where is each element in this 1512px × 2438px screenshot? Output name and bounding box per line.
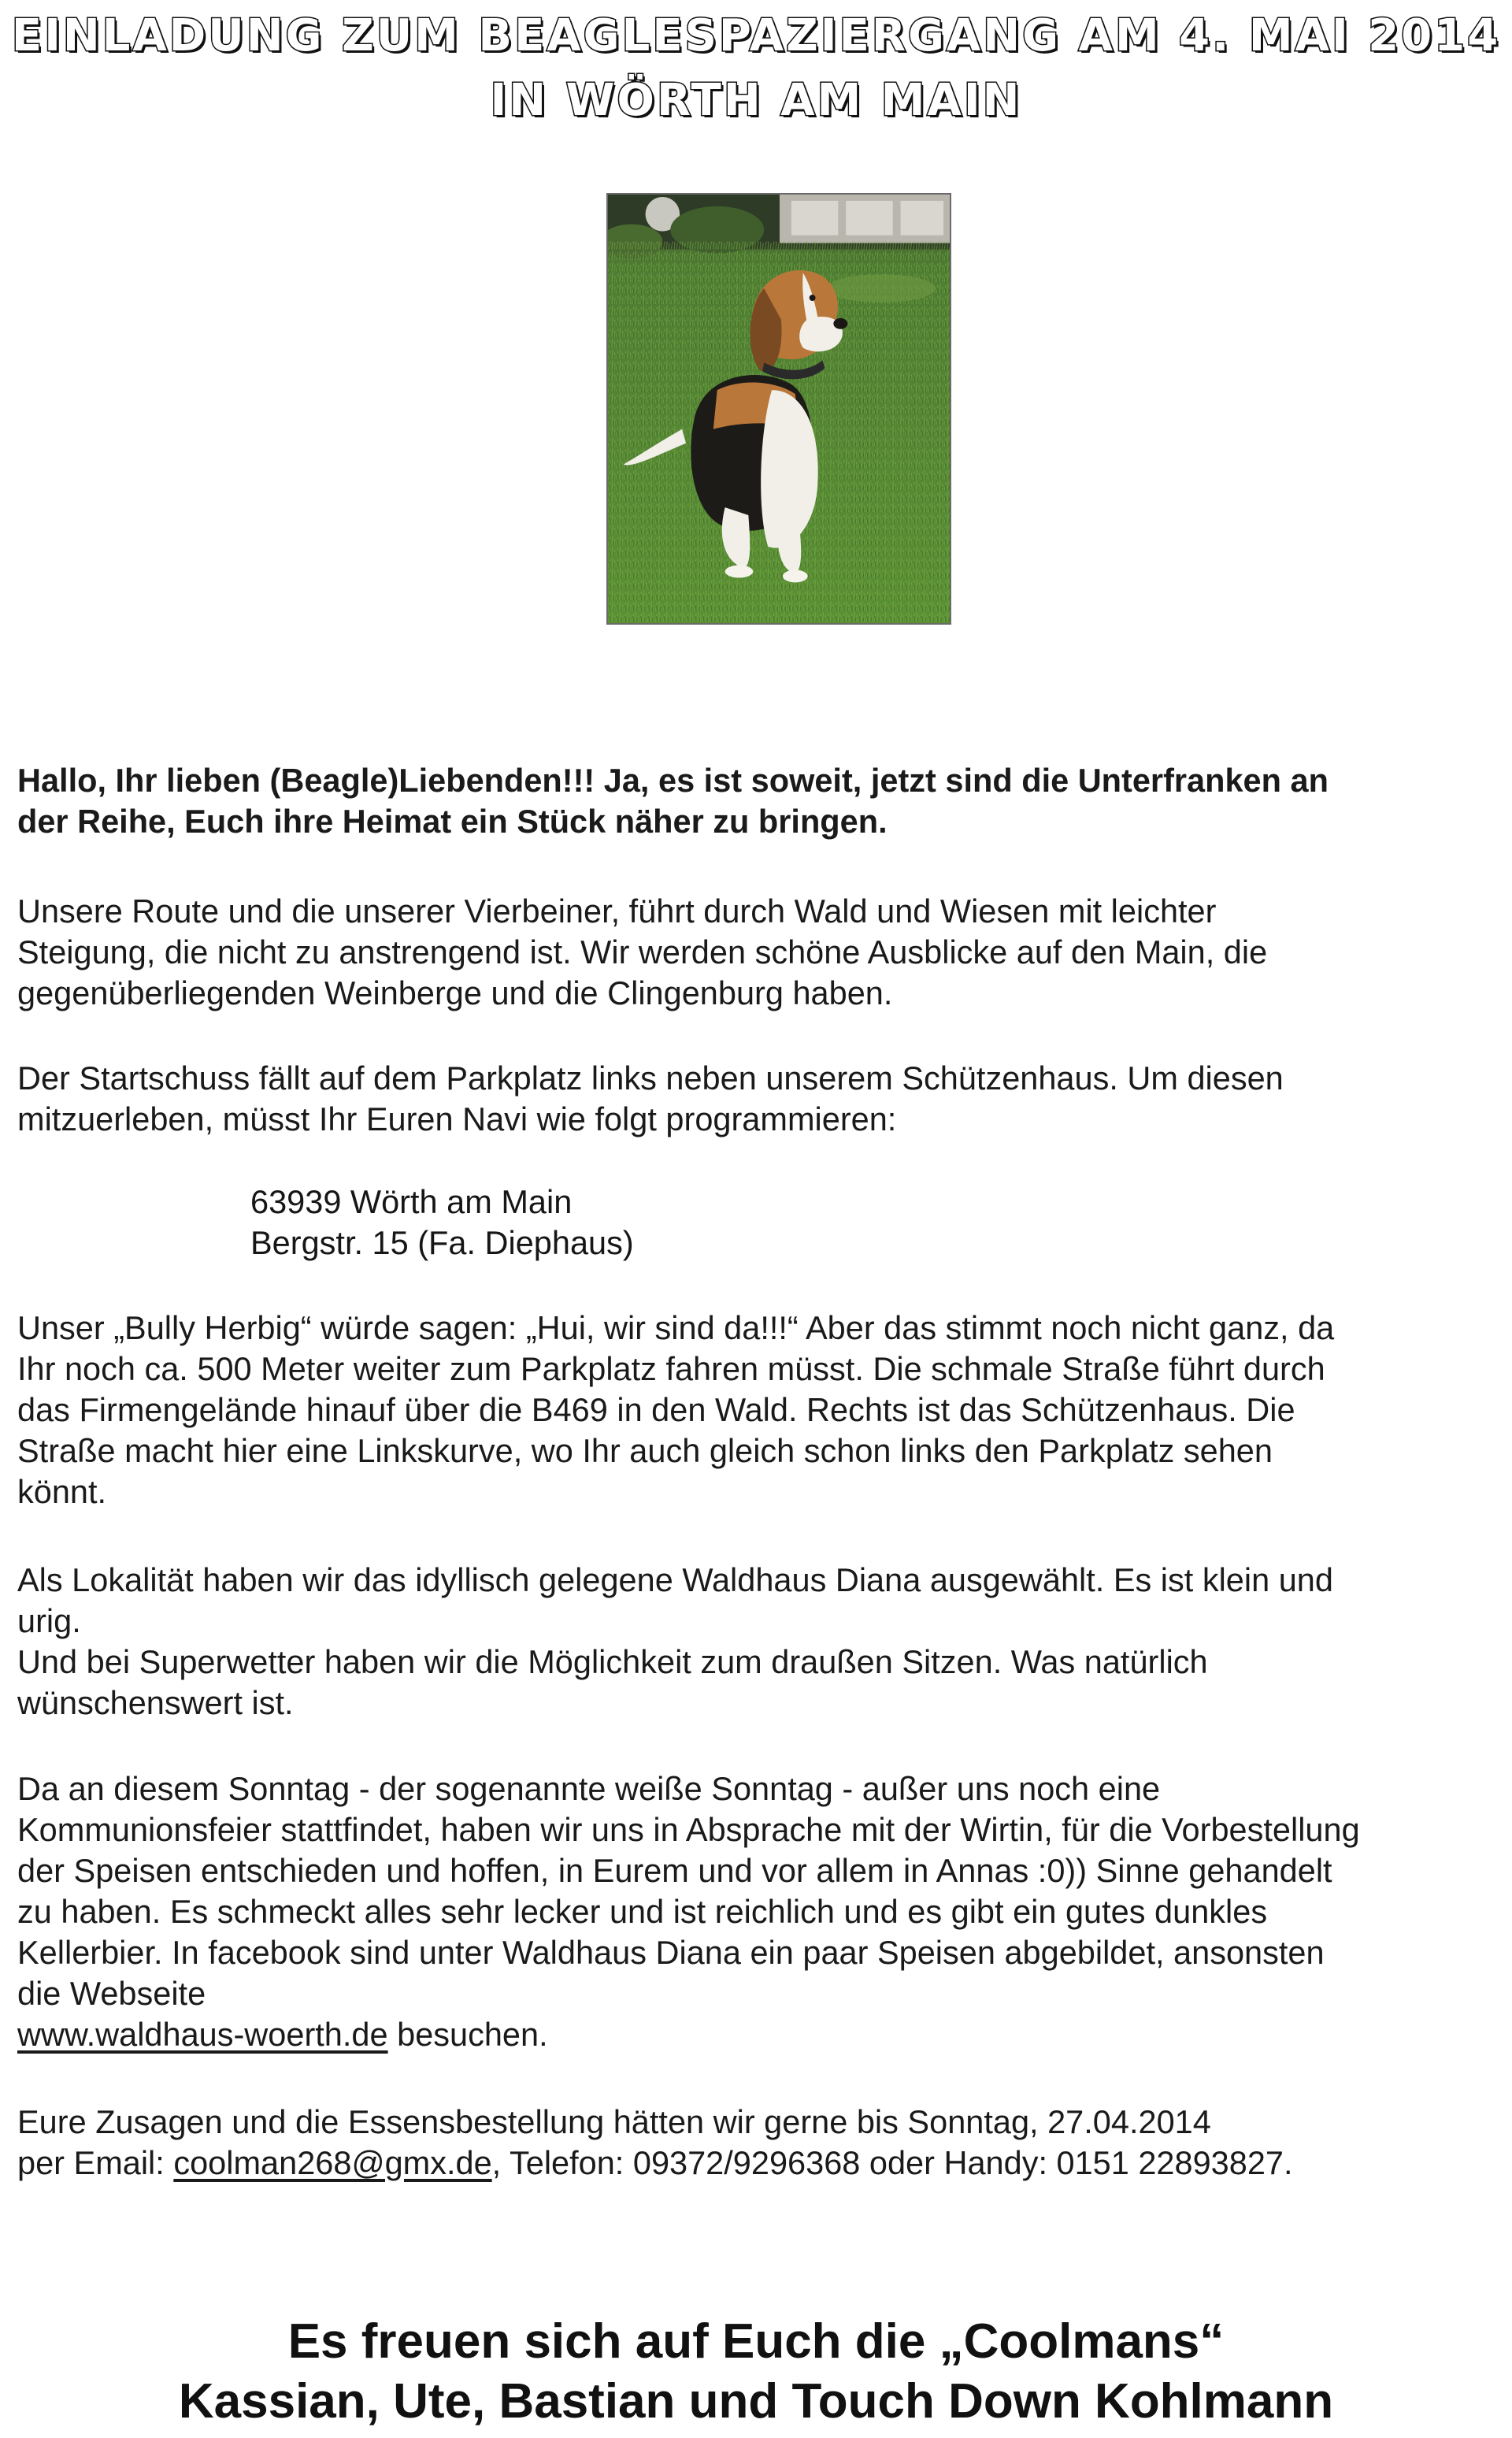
text-line: der Reihe, Euch ihre Heimat ein Stück näher zu bringen.	[17, 803, 888, 840]
website-line	[17, 2014, 1498, 2055]
website-link[interactable]: www.waldhaus-woerth.de	[17, 2016, 388, 2053]
address-line-2: Bergstr. 15 (Fa. Diephaus)	[250, 1224, 634, 1261]
title-line-2: IN WÖRTH AM MAIN	[490, 75, 1022, 126]
text-line: Und bei Superwetter haben wir die Möglichkeit zum draußen Sitzen. Was natürlich	[17, 1643, 1208, 1680]
text-line: das Firmengelände hinauf über die B469 in den Wald. Rechts ist das Schützenhaus. Die	[17, 1391, 1295, 1428]
text-line: Unser „Bully Herbig“ würde sagen: „Hui, wir sind da!!!“ Aber das stimmt noch nicht ganz, da	[17, 1309, 1335, 1346]
location-paragraph	[17, 1560, 1498, 1724]
rsvp-line-2	[17, 2143, 1498, 2184]
rsvp-paragraph	[17, 2102, 1498, 2184]
text-line: gegenüberliegenden Weinberge und die Clingenburg haben.	[17, 974, 893, 1011]
text-line: urig.	[17, 1602, 81, 1639]
text-line: Steigung, die nicht zu anstrengend ist. Wir werden schöne Ausblicke auf den Main, die	[17, 933, 1268, 970]
text-line: mitzuerleben, müsst Ihr Euren Navi wie folgt programmieren:	[17, 1100, 897, 1137]
text-line: der Speisen entschieden und hoffen, in Eurem und vor allem in Annas :0)) Sinne gehandelt	[17, 1852, 1332, 1889]
text-line: Hallo, Ihr lieben (Beagle)Liebenden!!! Ja, es ist soweit, jetzt sind die Unterfranken an	[17, 762, 1329, 799]
rsvp-suffix: , Telefon: 09372/9296368 oder Handy: 0151 22893827.	[491, 2144, 1293, 2181]
rsvp-line-1: Eure Zusagen und die Essensbestellung hätten wir gerne bis Sonntag, 27.04.2014	[17, 2103, 1211, 2140]
text-line: Straße macht hier eine Linkskurve, wo Ihr auch gleich schon links den Parkplatz sehen	[17, 1432, 1273, 1469]
text-line: zu haben. Es schmeckt alles sehr lecker und ist reichlich und es gibt ein gutes dunkles	[17, 1893, 1268, 1930]
website-suffix: besuchen.	[387, 2016, 548, 2053]
rsvp-prefix: per Email:	[17, 2144, 174, 2181]
beagle-photo	[606, 193, 951, 625]
closing-block	[0, 2312, 1512, 2432]
text-line: Kommunionsfeier stattfindet, haben wir uns in Absprache mit der Wirtin, für die Vorbestellung	[17, 1811, 1360, 1848]
title-line-1: EINLADUNG ZUM BEAGLESPAZIERGANG AM 4. MAI 2014	[11, 10, 1501, 61]
closing-line-1: Es freuen sich auf Euch die „Coolmans“	[287, 2314, 1225, 2369]
text-line: Als Lokalität haben wir das idyllisch gelegene Waldhaus Diana ausgewählt. Es ist klein und	[17, 1561, 1333, 1598]
beagle-image	[608, 195, 950, 623]
text-line: wünschenswert ist.	[17, 1684, 294, 1721]
text-line: Da an diesem Sonntag - der sogenannte weiße Sonntag - außer uns noch eine	[17, 1770, 1161, 1807]
email-link[interactable]: coolman268@gmx.de	[173, 2144, 492, 2181]
text-line: die Webseite	[17, 1975, 206, 2012]
intro-paragraph	[17, 760, 1498, 842]
food-paragraph	[17, 1768, 1498, 2055]
text-line: Ihr noch ca. 500 Meter weiter zum Parkplatz fahren müsst. Die schmale Straße führt durch	[17, 1350, 1325, 1387]
address-line-1: 63939 Wörth am Main	[250, 1183, 573, 1220]
directions-paragraph	[17, 1308, 1498, 1512]
address-block	[250, 1182, 634, 1264]
route-paragraph	[17, 891, 1498, 1014]
text-line: Der Startschuss fällt auf dem Parkplatz links neben unserem Schützenhaus. Um diesen	[17, 1059, 1284, 1097]
closing-line-2: Kassian, Ute, Bastian und Touch Down Kohlmann	[178, 2374, 1334, 2429]
start-paragraph	[17, 1058, 1498, 1140]
text-line: Kellerbier. In facebook sind unter Waldhaus Diana ein paar Speisen abgebildet, ansonsten	[17, 1934, 1325, 1971]
text-line: Unsere Route und die unserer Vierbeiner, führt durch Wald und Wiesen mit leichter	[17, 892, 1217, 930]
text-line: könnt.	[17, 1473, 107, 1510]
